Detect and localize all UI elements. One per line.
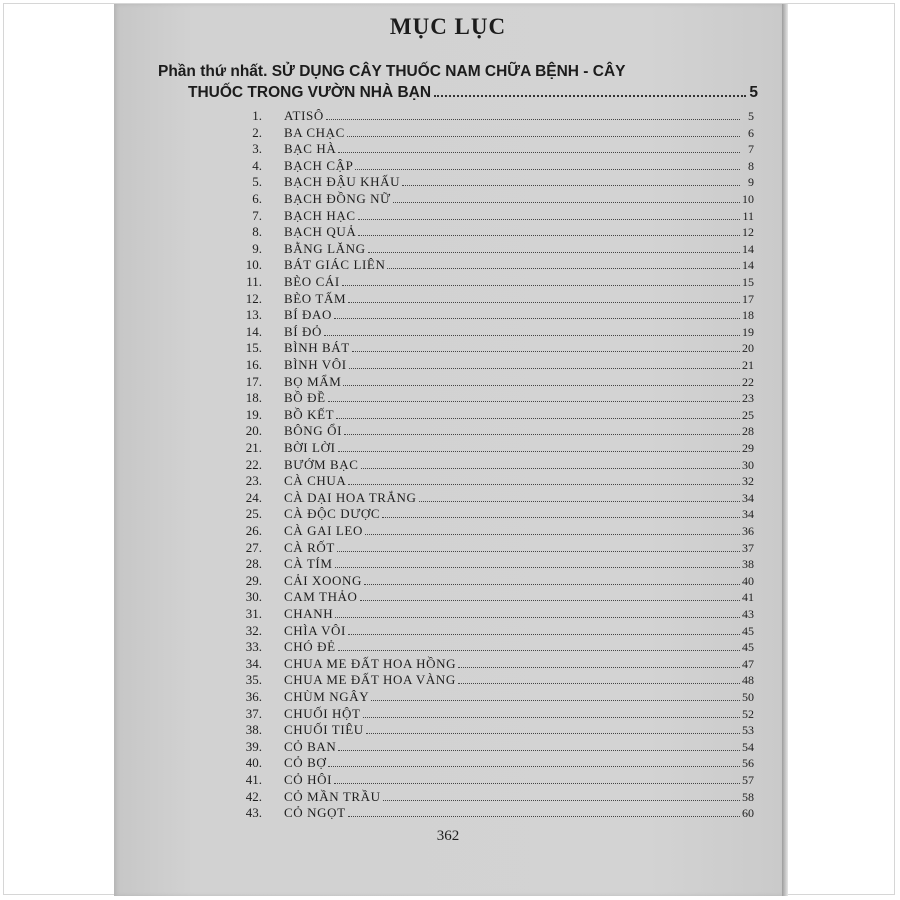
entry-number: 31. bbox=[245, 606, 262, 621]
toc-entry bbox=[0, 423, 900, 440]
entry-title: BÌNH VÔI bbox=[284, 357, 347, 372]
entry-number: 22. bbox=[245, 456, 262, 472]
entry-number: 19. bbox=[245, 406, 262, 422]
entry-title: BẠCH ĐỒNG NỮ bbox=[284, 191, 391, 206]
entry-title: BẠCH ĐẬU KHẤU bbox=[284, 174, 401, 190]
leader-dots bbox=[348, 816, 740, 817]
entry-line bbox=[284, 689, 754, 705]
leader-dots bbox=[338, 451, 741, 452]
page-number: 362 bbox=[436, 828, 460, 844]
leader-dots bbox=[349, 368, 740, 369]
toc-entry bbox=[0, 540, 900, 557]
entry-number: 26. bbox=[245, 523, 262, 538]
entry-line bbox=[284, 606, 754, 622]
entry-title: CHUỐI HỘT bbox=[284, 705, 361, 721]
entry-number: 9. bbox=[252, 240, 262, 256]
leader-dots bbox=[342, 285, 740, 286]
entry-number: 3. bbox=[252, 141, 262, 157]
leader-dots bbox=[335, 617, 740, 618]
toc-entry bbox=[0, 789, 900, 806]
leader-dots bbox=[358, 235, 740, 236]
entry-title: CHÙM NGÂY bbox=[284, 689, 370, 704]
entry-line bbox=[284, 623, 754, 639]
leader-dots bbox=[366, 733, 740, 734]
entry-number: 1. bbox=[252, 108, 262, 123]
toc-entry bbox=[0, 739, 900, 756]
entry-title: BỌ MẨM bbox=[284, 373, 342, 389]
leader-dots bbox=[328, 401, 740, 402]
entry-page-number: 50 bbox=[742, 690, 754, 704]
entry-line bbox=[284, 291, 754, 307]
toc-entry bbox=[0, 672, 900, 689]
entry-page-number: 47 bbox=[742, 656, 754, 671]
leader-dots bbox=[336, 418, 740, 419]
entry-number: 25. bbox=[245, 506, 262, 522]
entry-page-number: 45 bbox=[742, 623, 754, 638]
leader-dots bbox=[324, 335, 740, 336]
leader-dots bbox=[402, 185, 740, 186]
toc-entry bbox=[0, 191, 900, 208]
entry-title: BA CHẠC bbox=[284, 124, 345, 140]
part-page-number: 5 bbox=[749, 84, 758, 101]
toc-entry bbox=[0, 357, 900, 374]
entry-line bbox=[284, 739, 754, 755]
entry-title: CỎ NGỌT bbox=[284, 805, 346, 821]
toc-entry bbox=[0, 224, 900, 241]
entry-line bbox=[284, 257, 754, 273]
entry-title: BÈO TẤM bbox=[284, 290, 347, 306]
entry-page-number: 25 bbox=[742, 407, 754, 422]
entry-line bbox=[284, 755, 754, 771]
entry-number: 40. bbox=[245, 755, 262, 771]
entry-page-number: 57 bbox=[742, 773, 754, 787]
toc-entry bbox=[0, 407, 900, 424]
entry-page-number: 60 bbox=[742, 806, 754, 821]
entry-page-number: 40 bbox=[742, 573, 754, 588]
entry-line bbox=[284, 208, 754, 224]
entry-line bbox=[284, 141, 754, 157]
toc-entry bbox=[0, 158, 900, 175]
entry-number: 2. bbox=[252, 124, 262, 140]
entry-number: 4. bbox=[252, 157, 262, 173]
entry-page-number: 34 bbox=[742, 490, 754, 505]
entry-page-number: 11 bbox=[742, 208, 754, 223]
toc-entry bbox=[0, 257, 900, 274]
entry-line bbox=[284, 125, 754, 141]
entry-page-number: 10 bbox=[742, 192, 754, 206]
leader-dots bbox=[338, 750, 740, 751]
leader-dots bbox=[365, 534, 740, 535]
entry-line bbox=[284, 390, 754, 406]
entry-number: 30. bbox=[245, 589, 262, 605]
leader-dots bbox=[387, 268, 740, 269]
entry-number: 36. bbox=[245, 689, 262, 704]
entry-number: 34. bbox=[245, 655, 262, 671]
leader-dots bbox=[458, 667, 740, 668]
entry-number: 16. bbox=[245, 357, 262, 372]
entry-title: CỎ MẦN TRẦU bbox=[284, 788, 381, 804]
entry-title: BÍ ĐAO bbox=[284, 307, 333, 323]
entry-line bbox=[284, 639, 754, 655]
entry-line bbox=[284, 407, 754, 423]
entry-page-number: 21 bbox=[742, 358, 754, 372]
toc-entry bbox=[0, 523, 900, 540]
entry-number: 13. bbox=[245, 307, 262, 323]
toc-entry bbox=[0, 805, 900, 822]
entry-number: 7. bbox=[252, 207, 262, 223]
entry-title: CHUỐI TIÊU bbox=[284, 722, 364, 738]
entry-page-number: 5 bbox=[748, 109, 754, 123]
entry-number: 10. bbox=[245, 257, 262, 273]
entry-title: CỎ HÔI bbox=[284, 772, 333, 787]
leader-dots bbox=[347, 136, 740, 137]
entry-title: BẠCH CẬP bbox=[284, 157, 354, 173]
entry-line bbox=[284, 191, 754, 207]
entry-number: 17. bbox=[245, 373, 262, 389]
entry-title: CHÌA VÔI bbox=[284, 622, 346, 638]
entry-number: 11. bbox=[246, 274, 262, 289]
entry-page-number: 7 bbox=[748, 142, 754, 157]
toc-entry bbox=[0, 108, 900, 125]
entry-page-number: 6 bbox=[748, 125, 754, 140]
toc-entry bbox=[0, 125, 900, 142]
entry-line bbox=[284, 357, 754, 373]
entry-page-number: 14 bbox=[742, 241, 754, 256]
toc-entry bbox=[0, 722, 900, 739]
entry-line bbox=[284, 772, 754, 788]
entry-page-number: 37 bbox=[742, 540, 754, 555]
toc-entry bbox=[0, 589, 900, 606]
entry-number: 28. bbox=[245, 556, 262, 572]
entry-line bbox=[284, 706, 754, 722]
entry-line bbox=[284, 108, 754, 124]
part-heading-line1: Phần thứ nhất. SỬ DỤNG CÂY THUỐC NAM CHỮA BỆNH - CÂY bbox=[158, 63, 626, 80]
toc-entry bbox=[0, 656, 900, 673]
entry-line bbox=[284, 540, 754, 556]
entry-number: 37. bbox=[245, 705, 262, 721]
entry-title: CAM THẢO bbox=[284, 589, 358, 605]
entry-line bbox=[284, 224, 754, 240]
leader-dots bbox=[419, 501, 740, 502]
entry-line bbox=[284, 340, 754, 356]
entry-page-number: 15 bbox=[742, 275, 754, 289]
toc-entry bbox=[0, 689, 900, 706]
entry-title: BỜI LỜI bbox=[284, 440, 336, 455]
page-title: MỤC LỤC bbox=[389, 14, 507, 39]
entry-line bbox=[284, 490, 754, 506]
entry-number: 20. bbox=[245, 423, 262, 439]
entry-title: BỒ KẾT bbox=[284, 406, 335, 422]
entry-line bbox=[284, 241, 754, 257]
entry-page-number: 22 bbox=[742, 374, 754, 389]
toc-entry bbox=[0, 241, 900, 258]
entry-title: CÀ CHUA bbox=[284, 473, 347, 489]
entry-page-number: 41 bbox=[742, 590, 754, 605]
part-heading-line2 bbox=[188, 84, 758, 102]
leader-dots bbox=[334, 318, 740, 319]
entry-title: CHÓ ĐẺ bbox=[284, 639, 336, 655]
toc-entry bbox=[0, 374, 900, 391]
entry-page-number: 30 bbox=[742, 457, 754, 472]
leader-dots bbox=[383, 800, 740, 801]
leader-dots bbox=[371, 700, 740, 701]
entry-title: CHUA ME ĐẤT HOA HỒNG bbox=[284, 655, 457, 671]
entry-line bbox=[284, 556, 754, 572]
leader-dots bbox=[360, 600, 740, 601]
toc-entry bbox=[0, 324, 900, 341]
entry-page-number: 32 bbox=[742, 474, 754, 489]
entry-line bbox=[284, 174, 754, 190]
entry-line bbox=[284, 307, 754, 323]
entry-title: CÀ GAI LEO bbox=[284, 523, 363, 538]
leader-dots bbox=[393, 202, 740, 203]
entry-number: 21. bbox=[245, 440, 262, 455]
entry-page-number: 19 bbox=[742, 324, 754, 339]
entry-line bbox=[284, 158, 754, 174]
toc-entry bbox=[0, 208, 900, 225]
toc-entry bbox=[0, 390, 900, 407]
entry-line bbox=[284, 672, 754, 688]
leader-dots bbox=[348, 634, 740, 635]
entry-line bbox=[284, 589, 754, 605]
entry-line bbox=[284, 440, 754, 456]
toc-entry bbox=[0, 457, 900, 474]
entry-title: CÀ DẠI HOA TRẮNG bbox=[284, 489, 417, 505]
entry-page-number: 43 bbox=[742, 607, 754, 621]
toc-entry bbox=[0, 291, 900, 308]
leader-dots bbox=[337, 551, 740, 552]
entry-number: 12. bbox=[245, 290, 262, 306]
leader-dots bbox=[348, 302, 740, 303]
toc-entry bbox=[0, 141, 900, 158]
entry-title: CỎ BỢ bbox=[284, 755, 327, 771]
toc-entry bbox=[0, 556, 900, 573]
entry-number: 18. bbox=[245, 390, 262, 406]
entry-line bbox=[284, 423, 754, 439]
entry-number: 41. bbox=[245, 772, 262, 787]
leader-dots bbox=[368, 252, 740, 253]
entry-page-number: 45 bbox=[742, 640, 754, 655]
entry-line bbox=[284, 722, 754, 738]
entry-page-number: 28 bbox=[742, 424, 754, 439]
entry-title: CÀ TÍM bbox=[284, 556, 333, 572]
toc-entry bbox=[0, 307, 900, 324]
entry-title: BẰNG LĂNG bbox=[284, 240, 366, 256]
toc-entry bbox=[0, 706, 900, 723]
entry-page-number: 17 bbox=[742, 291, 754, 306]
toc-entry bbox=[0, 490, 900, 507]
toc-entry bbox=[0, 440, 900, 457]
entry-page-number: 58 bbox=[742, 789, 754, 804]
leader-dots bbox=[334, 783, 740, 784]
leader-dots bbox=[363, 717, 740, 718]
entry-number: 42. bbox=[245, 788, 262, 804]
leader-dots bbox=[338, 152, 740, 153]
entry-line bbox=[284, 324, 754, 340]
entry-page-number: 8 bbox=[748, 158, 754, 173]
entry-number: 39. bbox=[245, 738, 262, 754]
toc-entry bbox=[0, 639, 900, 656]
entry-title: BƯỚM BẠC bbox=[284, 456, 359, 472]
entry-title: BẠC HÀ bbox=[284, 141, 337, 157]
entry-number: 23. bbox=[245, 473, 262, 489]
toc-entry bbox=[0, 174, 900, 191]
entry-number: 5. bbox=[252, 174, 262, 190]
entry-page-number: 12 bbox=[742, 225, 754, 240]
toc-entry bbox=[0, 772, 900, 789]
leader-dots bbox=[458, 683, 740, 684]
entry-line bbox=[284, 805, 754, 821]
entry-title: BẠCH HẠC bbox=[284, 207, 356, 223]
entry-line bbox=[284, 506, 754, 522]
entry-title: CÀ RỐT bbox=[284, 539, 335, 555]
part-heading-text: THUỐC TRONG VƯỜN NHÀ BẠN bbox=[188, 84, 432, 101]
leader-dots bbox=[352, 351, 740, 352]
toc-entry bbox=[0, 473, 900, 490]
entry-number: 35. bbox=[245, 672, 262, 688]
entry-number: 15. bbox=[245, 340, 262, 356]
entry-page-number: 20 bbox=[742, 341, 754, 356]
toc-entry bbox=[0, 606, 900, 623]
entry-page-number: 53 bbox=[742, 723, 754, 738]
entry-line bbox=[284, 573, 754, 589]
entry-page-number: 14 bbox=[742, 258, 754, 273]
entry-title: CÀ ĐỘC DƯỢC bbox=[284, 506, 381, 522]
entry-page-number: 48 bbox=[742, 673, 754, 688]
entry-line bbox=[284, 274, 754, 290]
entry-title: BÌNH BÁT bbox=[284, 340, 350, 356]
entry-number: 6. bbox=[252, 191, 262, 206]
entry-number: 29. bbox=[245, 572, 262, 588]
entry-line bbox=[284, 789, 754, 805]
entry-title: BÍ ĐỎ bbox=[284, 323, 323, 339]
leader-dots bbox=[328, 766, 740, 767]
entry-line bbox=[284, 523, 754, 539]
leader-dots bbox=[364, 584, 740, 585]
entry-title: ATISÔ bbox=[284, 108, 324, 123]
leader-dots bbox=[348, 484, 740, 485]
leader-dots bbox=[358, 219, 740, 220]
entry-page-number: 23 bbox=[742, 391, 754, 406]
entry-number: 43. bbox=[245, 805, 262, 821]
entry-line bbox=[284, 374, 754, 390]
entry-page-number: 29 bbox=[742, 441, 754, 455]
leader-dots bbox=[344, 434, 740, 435]
toc-entry bbox=[0, 623, 900, 640]
leader-dots bbox=[382, 517, 740, 518]
entry-page-number: 54 bbox=[742, 739, 754, 754]
entry-number: 14. bbox=[245, 323, 262, 339]
leader-dots bbox=[338, 650, 740, 651]
entry-title: BÈO CÁI bbox=[284, 274, 340, 289]
entry-page-number: 56 bbox=[742, 756, 754, 771]
toc-entry bbox=[0, 340, 900, 357]
leader-dots bbox=[326, 119, 740, 120]
entry-page-number: 38 bbox=[742, 557, 754, 572]
entry-line bbox=[284, 656, 754, 672]
entry-title: BÔNG ỔI bbox=[284, 423, 343, 439]
entry-page-number: 36 bbox=[742, 524, 754, 538]
entry-number: 27. bbox=[245, 539, 262, 555]
entry-title: CHUA ME ĐẤT HOA VÀNG bbox=[284, 672, 456, 688]
leader-dots bbox=[355, 169, 740, 170]
entry-number: 8. bbox=[252, 224, 262, 240]
entry-page-number: 52 bbox=[742, 706, 754, 721]
entry-number: 38. bbox=[245, 722, 262, 738]
entry-title: CỎ BAN bbox=[284, 738, 337, 754]
entry-number: 32. bbox=[245, 622, 262, 638]
leader-dots bbox=[343, 385, 740, 386]
leader-dots bbox=[434, 95, 746, 97]
entry-page-number: 34 bbox=[742, 507, 754, 522]
toc-entry bbox=[0, 573, 900, 590]
toc-entry bbox=[0, 506, 900, 523]
entry-page-number: 18 bbox=[742, 308, 754, 323]
toc-entry bbox=[0, 755, 900, 772]
entry-title: CHANH bbox=[284, 606, 334, 621]
entry-title: BỒ ĐỀ bbox=[284, 390, 326, 406]
leader-dots bbox=[335, 567, 740, 568]
entry-line bbox=[284, 457, 754, 473]
entry-page-number: 9 bbox=[748, 175, 754, 190]
entry-number: 24. bbox=[245, 489, 262, 505]
leader-dots bbox=[361, 468, 741, 469]
entry-line bbox=[284, 473, 754, 489]
entry-title: BẠCH QUẢ bbox=[284, 224, 357, 240]
toc-entry bbox=[0, 274, 900, 291]
entry-title: CẢI XOONG bbox=[284, 572, 362, 588]
entry-number: 33. bbox=[245, 639, 262, 655]
entry-title: BÁT GIÁC LIÊN bbox=[284, 257, 386, 273]
